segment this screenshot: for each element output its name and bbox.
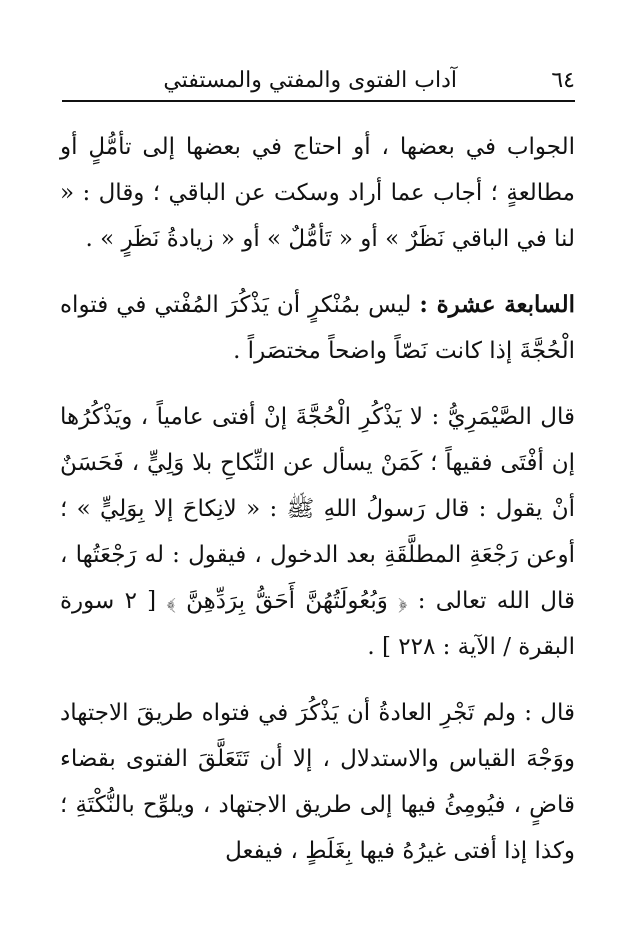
paragraph-text: الجواب في بعضها ، أو احتاج في بعضها إلى تأمُّلٍ أو مطالعةٍ ؛ أجاب عما أراد وسكت عن الباقي ؛ وقال : « لنا في الباقي نَظَرٌ » أو « تَأمُّلٌ » أو « زيادةُ نَظَرٍ » . xyxy=(60,134,575,252)
header-divider xyxy=(62,100,575,102)
paragraph-text: ليس بمُنْكرٍ أن يَذْكُرَ المُفْتي في فتواه الْحُجَّةَ إذا كانت نَصّاً واضحاً مختصَراً . xyxy=(60,292,575,364)
paragraph-text: قال : ولم تَجْرِ العادةُ أن يَذْكُرَ في فتواه طريقَ الاجتهاد ووَجْهَ القياس والاستدلال ، إلا أن تَتَعَلَّقَ الفتوى بقضاء قاضٍ ، فيُومِئُ فيها إلى طريق الاجتهاد ، ويلوِّح بالنُّكْتَةِ ؛ وكذا إذا أفتى غيرُهُ فيها بِغَلَطٍ ، فيفعل xyxy=(60,700,575,864)
paragraph xyxy=(60,282,575,374)
page-number: ٦٤ xyxy=(551,68,575,93)
body-text xyxy=(60,124,575,888)
paragraph xyxy=(60,690,575,874)
paragraph-text: قال الصَّيْمَرِيُّ : لا يَذْكُرِ الْحُجَّةَ إنْ أفتى عامياً ، ويَذْكُرُها إن أفْتَى فقيهاً ؛ كَمَنْ يسأل عن النِّكاحِ بلا وَلِيٍّ ، فَحَسَنٌ أنْ يقول : قال رَسولُ اللهِ ﷺ : « لانِكاحَ إلا بِوَلِيٍّ » ؛ أوعن رَجْعَةِ المطلَّقَةِ بعد الدخول ، فيقول : له رَجْعَتُها ، قال الله تعالى : ﴿ وَبُعُولَتُهُنَّ أَحَقُّ بِرَدِّهِنَّ ﴾ [ ٢ سورة البقرة / الآية : ٢٢٨ ] . xyxy=(60,404,576,660)
running-title: آداب الفتوى والمفتي والمستفتي xyxy=(163,68,457,93)
page-header xyxy=(62,66,575,100)
section-heading: السابعة عشرة : xyxy=(419,291,575,318)
paragraph xyxy=(60,124,575,262)
paragraph xyxy=(60,394,575,670)
